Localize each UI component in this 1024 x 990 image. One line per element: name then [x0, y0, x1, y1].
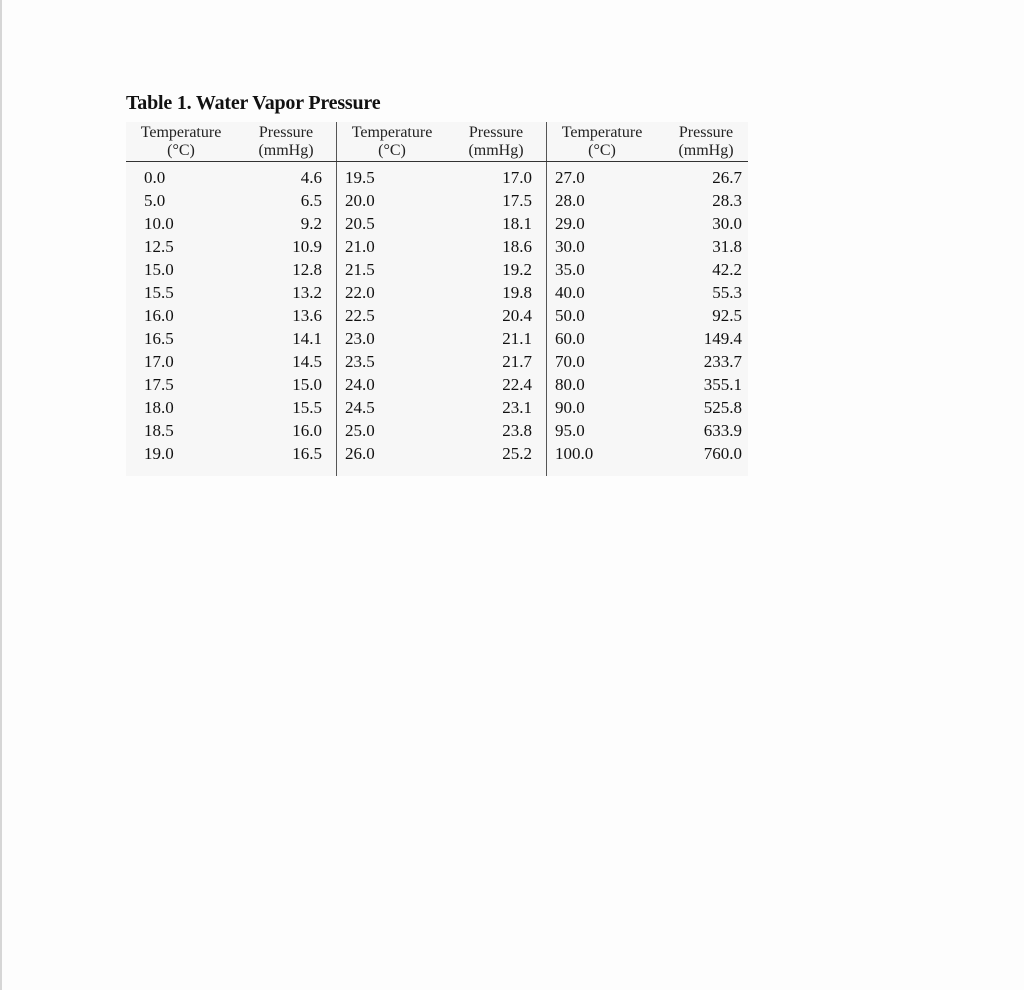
temperature-cell: 26.0 [345, 444, 375, 463]
pressure-cell: 26.7 [712, 168, 742, 187]
pressure-cell: 12.8 [292, 260, 322, 279]
pressure-cell: 10.9 [292, 237, 322, 256]
pressure-cell: 233.7 [703, 352, 742, 371]
pressure-cell: 6.5 [300, 191, 322, 210]
temperature-cell: 18.5 [144, 421, 174, 440]
temperature-header [337, 124, 447, 160]
temperature-column [546, 122, 657, 476]
temperature-cell: 21.5 [345, 260, 375, 279]
temperature-cell: 12.5 [144, 237, 174, 256]
pressure-header-line: Pressure [468, 124, 524, 141]
temperature-cell: 23.0 [345, 329, 375, 348]
temperature-cell: 20.0 [345, 191, 375, 210]
pressure-header [446, 124, 546, 160]
temperature-cell: 100.0 [555, 444, 594, 463]
pressure-cell: 28.3 [712, 191, 742, 210]
pressure-cell: 633.9 [703, 421, 742, 440]
pressure-cell: 760.0 [703, 444, 742, 463]
pressure-cell: 525.8 [703, 398, 742, 417]
temperature-cell: 20.5 [345, 214, 375, 233]
temperature-header-line: (°C) [167, 142, 195, 159]
temperature-cell: 0.0 [144, 168, 166, 187]
pressure-header-line: (mmHg) [258, 142, 314, 159]
temperature-cell: 80.0 [555, 375, 585, 394]
temperature-cell: 16.0 [144, 306, 174, 325]
pressure-cell: 23.8 [502, 421, 532, 440]
temperature-cell: 5.0 [144, 191, 166, 210]
temperature-cell: 35.0 [555, 260, 585, 279]
pressure-cell: 31.8 [712, 237, 742, 256]
pressure-cell: 9.2 [300, 214, 322, 233]
pressure-cell: 14.1 [292, 329, 322, 348]
pressure-cell: 16.0 [292, 421, 322, 440]
temperature-cell: 22.5 [345, 306, 375, 325]
pressure-cell: 92.5 [712, 306, 742, 325]
temperature-cell: 19.0 [144, 444, 174, 463]
temperature-cell: 29.0 [555, 214, 585, 233]
pressure-cell: 13.2 [292, 283, 322, 302]
temperature-column [126, 122, 236, 476]
temperature-cell: 15.0 [144, 260, 174, 279]
pressure-cell: 13.6 [292, 306, 322, 325]
temperature-header-line: Temperature [561, 124, 643, 141]
temperature-cell: 30.0 [555, 237, 585, 256]
temperature-cell: 50.0 [555, 306, 585, 325]
temperature-cell: 15.5 [144, 283, 174, 302]
temperature-cell: 16.5 [144, 329, 174, 348]
pressure-header-line: (mmHg) [468, 142, 524, 159]
pressure-cell: 15.0 [292, 375, 322, 394]
temperature-cell: 17.0 [144, 352, 174, 371]
temperature-cell: 25.0 [345, 421, 375, 440]
pressure-cell: 18.6 [502, 237, 532, 256]
pressure-column [236, 122, 336, 476]
pressure-cell: 149.4 [703, 329, 742, 348]
pressure-cell: 23.1 [502, 398, 532, 417]
temperature-cell: 95.0 [555, 421, 585, 440]
temperature-cell: 24.5 [345, 398, 375, 417]
temperature-cell: 17.5 [144, 375, 174, 394]
pressure-cell: 42.2 [712, 260, 742, 279]
temperature-cell: 10.0 [144, 214, 174, 233]
temperature-cell: 28.0 [555, 191, 585, 210]
pressure-cell: 22.4 [502, 375, 532, 394]
table-title: Table 1. Water Vapor Pressure [126, 92, 381, 114]
pressure-cell: 17.5 [502, 191, 532, 210]
temperature-cell: 40.0 [555, 283, 585, 302]
temperature-cell: 90.0 [555, 398, 585, 417]
pressure-header-line: Pressure [678, 124, 734, 141]
pressure-column [446, 122, 546, 476]
pressure-cell: 55.3 [712, 283, 742, 302]
temperature-header-line: (°C) [378, 142, 406, 159]
water-vapor-pressure-table [126, 122, 748, 476]
temperature-header-line: (°C) [588, 142, 616, 159]
temperature-cell: 27.0 [555, 168, 585, 187]
pressure-cell: 18.1 [502, 214, 532, 233]
pressure-cell: 16.5 [292, 444, 322, 463]
pressure-header-line: Pressure [258, 124, 314, 141]
temperature-cell: 24.0 [345, 375, 375, 394]
pressure-cell: 30.0 [712, 214, 742, 233]
pressure-cell: 17.0 [502, 168, 532, 187]
pressure-cell: 355.1 [703, 375, 742, 394]
temperature-cell: 21.0 [345, 237, 375, 256]
pressure-header [656, 124, 756, 160]
pressure-cell: 25.2 [502, 444, 532, 463]
temperature-cell: 70.0 [555, 352, 585, 371]
temperature-cell: 18.0 [144, 398, 174, 417]
temperature-header-line: Temperature [140, 124, 222, 141]
pressure-cell: 19.8 [502, 283, 532, 302]
pressure-cell: 14.5 [292, 352, 322, 371]
pressure-cell: 4.6 [300, 168, 322, 187]
temperature-header-line: Temperature [351, 124, 433, 141]
temperature-header [126, 124, 236, 160]
temperature-header [547, 124, 657, 160]
header-rule [126, 161, 748, 162]
temperature-column [336, 122, 447, 476]
temperature-cell: 23.5 [345, 352, 375, 371]
temperature-cell: 60.0 [555, 329, 585, 348]
pressure-cell: 21.1 [502, 329, 532, 348]
pressure-cell: 19.2 [502, 260, 532, 279]
pressure-cell: 21.7 [502, 352, 532, 371]
temperature-cell: 22.0 [345, 283, 375, 302]
pressure-header [236, 124, 336, 160]
temperature-cell: 19.5 [345, 168, 375, 187]
pressure-cell: 15.5 [292, 398, 322, 417]
pressure-header-line: (mmHg) [678, 142, 734, 159]
pressure-column [656, 122, 756, 476]
pressure-cell: 20.4 [502, 306, 532, 325]
